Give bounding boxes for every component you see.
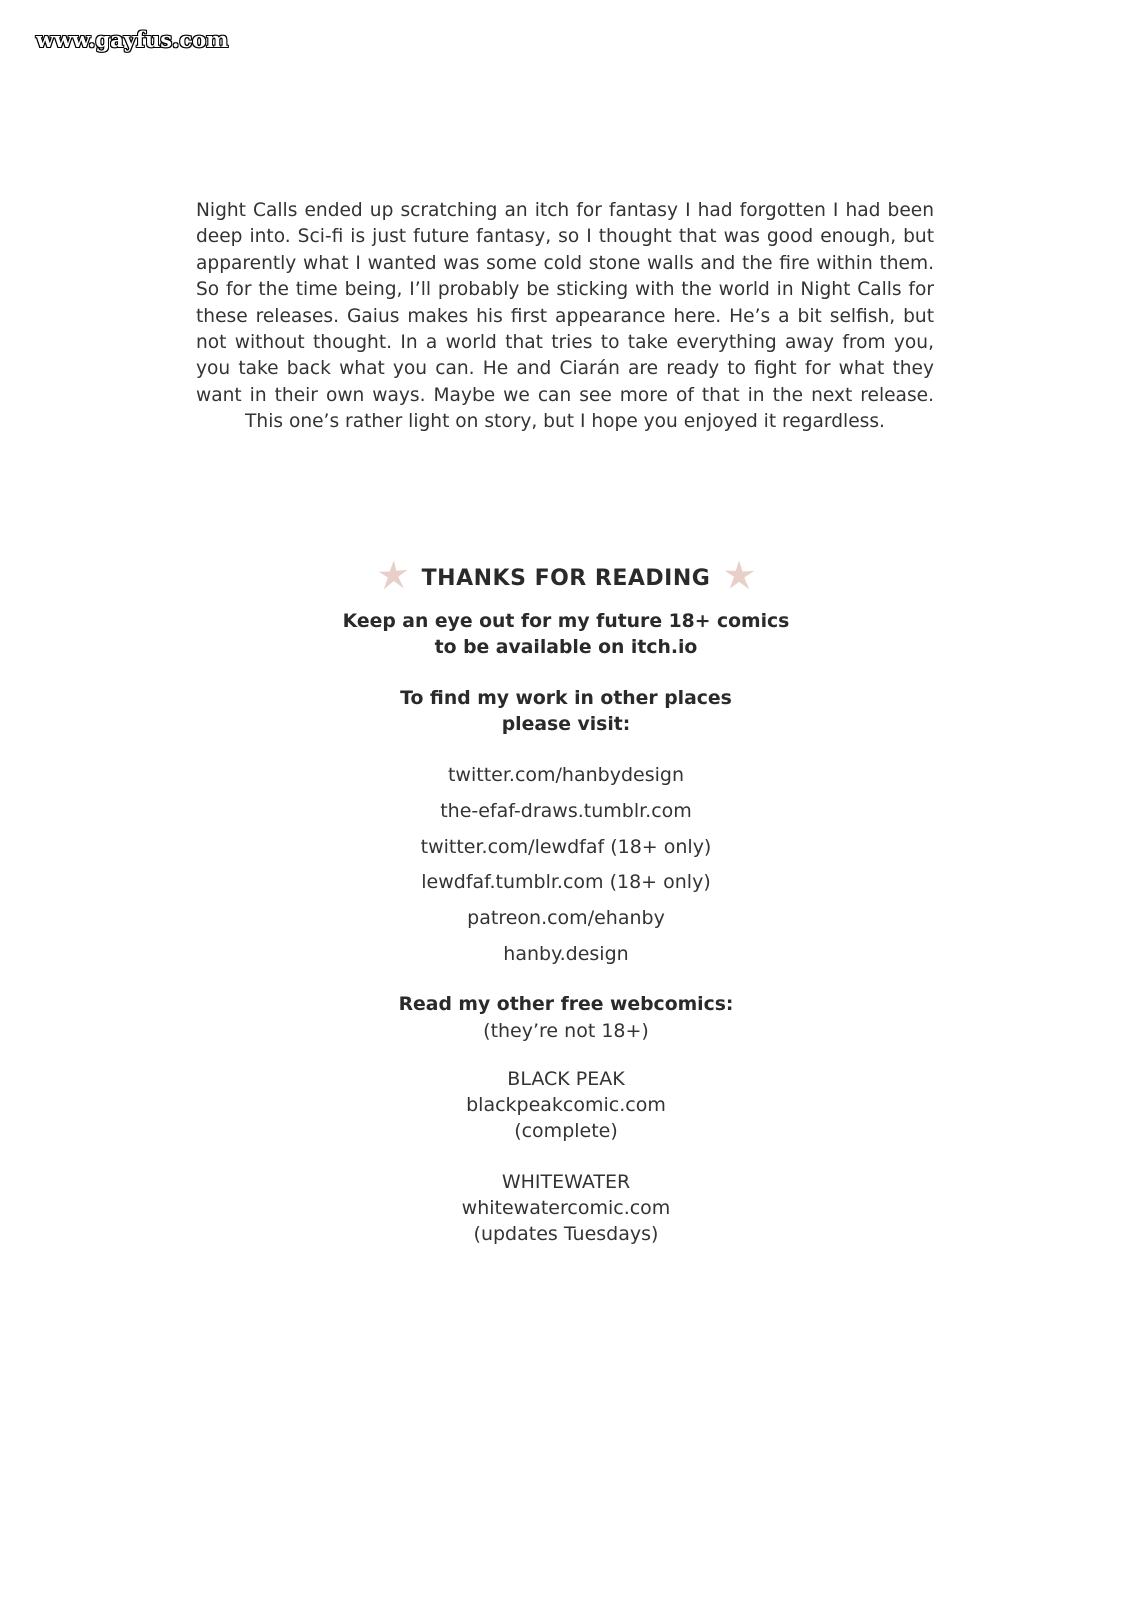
- webcomics-heading: [0, 992, 1132, 1044]
- find-work-heading: [0, 686, 1132, 738]
- watermark: www.gayfus.com: [36, 27, 229, 52]
- find-work-line-1: To find my work in other places: [400, 688, 732, 709]
- starfish-icon-left: [376, 558, 410, 592]
- webcomic-title: WHITEWATER: [501, 1171, 631, 1193]
- link-tumblr-lewdfaf[interactable]: lewdfaf.tumblr.com (18+ only): [421, 871, 711, 894]
- webcomic-black-peak: [0, 1066, 1132, 1144]
- itch-notice-line-2: to be available on itch.io: [434, 637, 698, 658]
- webcomic-url[interactable]: whitewatercomic.com: [461, 1197, 671, 1219]
- webcomic-url[interactable]: blackpeakcomic.com: [466, 1094, 666, 1116]
- link-hanby-design[interactable]: hanby.design: [503, 942, 629, 965]
- webcomics-heading-text: Read my other free webcomics:: [398, 994, 734, 1015]
- thanks-heading-text: THANKS FOR READING: [421, 566, 711, 591]
- thanks-heading: [0, 558, 1132, 592]
- afterword-paragraph: Night Calls ended up scratching an itch for fantasy I had forgotten I had been deep into. Sci-fi is just future fantasy, so I thought that was good enough, but apparently what I wanted was some cold stone walls and the fire within them. So for the time being, I’ll probably be sticking with the world in Night Calls for these releases. Gaius makes his first appearance here. He’s a bit selfish, but not without thought. In a world that tries to take everything away from you, you take back what you can. He and Ciarán are ready to fight for what they want in their own ways. Maybe we can see more of that in the next release. This one’s rather light on story, but I hope you enjoyed it regardless.: [196, 200, 934, 433]
- webcomic-whitewater: [0, 1169, 1132, 1247]
- webcomic-status: (complete): [514, 1120, 618, 1142]
- itch-notice: [0, 609, 1132, 661]
- link-twitter-lewdfaf[interactable]: twitter.com/lewdfaf (18+ only): [420, 835, 712, 858]
- link-patreon[interactable]: patreon.com/ehanby: [467, 907, 665, 930]
- webcomic-title: BLACK PEAK: [507, 1068, 625, 1090]
- link-tumblr-efaf[interactable]: the-efaf-draws.tumblr.com: [440, 799, 692, 822]
- webcomics-subheading: (they’re not 18+): [483, 1020, 649, 1042]
- find-work-line-2: please visit:: [501, 714, 631, 735]
- itch-notice-line-1: Keep an eye out for my future 18+ comics: [342, 611, 790, 632]
- starfish-icon-right: [723, 558, 757, 592]
- webcomic-status: (updates Tuesdays): [473, 1223, 659, 1245]
- link-list: [0, 762, 1132, 977]
- link-twitter-hanbydesign[interactable]: twitter.com/hanbydesign: [447, 764, 684, 786]
